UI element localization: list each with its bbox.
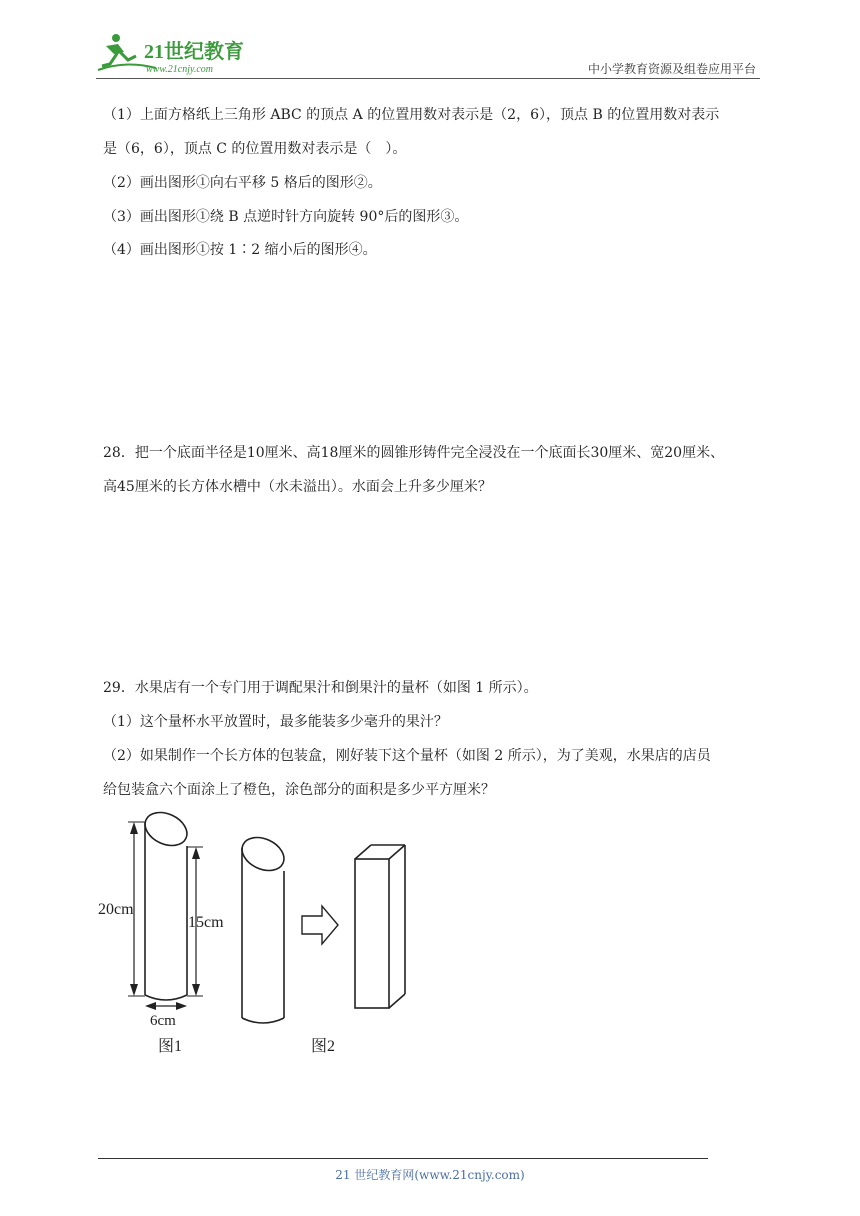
q27-part3: （3）画出图形①绕 B 点逆时针方向旋转 90°后的图形③。 <box>103 209 469 225</box>
label-20cm: 20cm <box>98 901 134 918</box>
q28-line1: 28．把一个底面半径是10厘米、高18厘米的圆锥形铸件完全浸没在一个底面长30厘米、宽20厘米、 <box>103 445 725 461</box>
q27-part1-line1: （1）上面方格纸上三角形 ABC 的顶点 A 的位置用数对表示是（2，6），顶点 B 的位置用数对表示 <box>103 107 720 123</box>
logo-url-text: www.21cnjy.com <box>146 64 214 75</box>
box-figure <box>355 845 405 1008</box>
cup-figure-2 <box>237 831 290 1023</box>
q27-part4: （4）画出图形①按 1∶2 缩小后的图形④。 <box>103 242 377 258</box>
caption-figure-2: 图2 <box>311 1038 336 1055</box>
header-divider <box>96 78 760 79</box>
page-header <box>96 30 760 78</box>
caption-figure-1: 图1 <box>158 1038 183 1055</box>
q27-part2: （2）画出图形①向右平移 5 格后的图形②。 <box>103 175 382 191</box>
q29-intro: 29．水果店有一个专门用于调配果汁和倒果汁的量杯（如图 1 所示）。 <box>103 680 538 696</box>
label-15cm: 15cm <box>188 914 224 931</box>
right-arrow-icon <box>302 906 338 944</box>
measuring-cup-figure <box>96 800 426 1065</box>
q29-part2-line2: 给包装盒六个面涂上了橙色，涂色部分的面积是多少平方厘米？ <box>103 782 495 798</box>
site-logo <box>96 30 266 76</box>
logo-main-text: 21世纪教育 <box>144 41 244 63</box>
footer-divider <box>98 1158 708 1159</box>
diameter-6cm-dimension <box>145 1002 187 1010</box>
q28-line2: 高45厘米的长方体水槽中（水未溢出）。水面会上升多少厘米？ <box>103 479 492 495</box>
label-6cm: 6cm <box>150 1013 176 1029</box>
platform-name: 中小学教育资源及组卷应用平台 <box>587 62 756 76</box>
q29-part1: （1）这个量杯水平放置时，最多能装多少毫升的果汁？ <box>103 714 448 730</box>
footer-text: 21 世纪教育网(www.21cnjy.com) <box>335 1168 525 1182</box>
q27-part1-line2: 是（6，6），顶点 C 的位置用数对表示是（ ）。 <box>103 141 407 157</box>
cup-figure-1 <box>140 806 193 1000</box>
q29-part2-line1: （2）如果制作一个长方体的包装盒，刚好装下这个量杯（如图 2 所示），为了美观，水果店的店员 <box>103 748 711 764</box>
